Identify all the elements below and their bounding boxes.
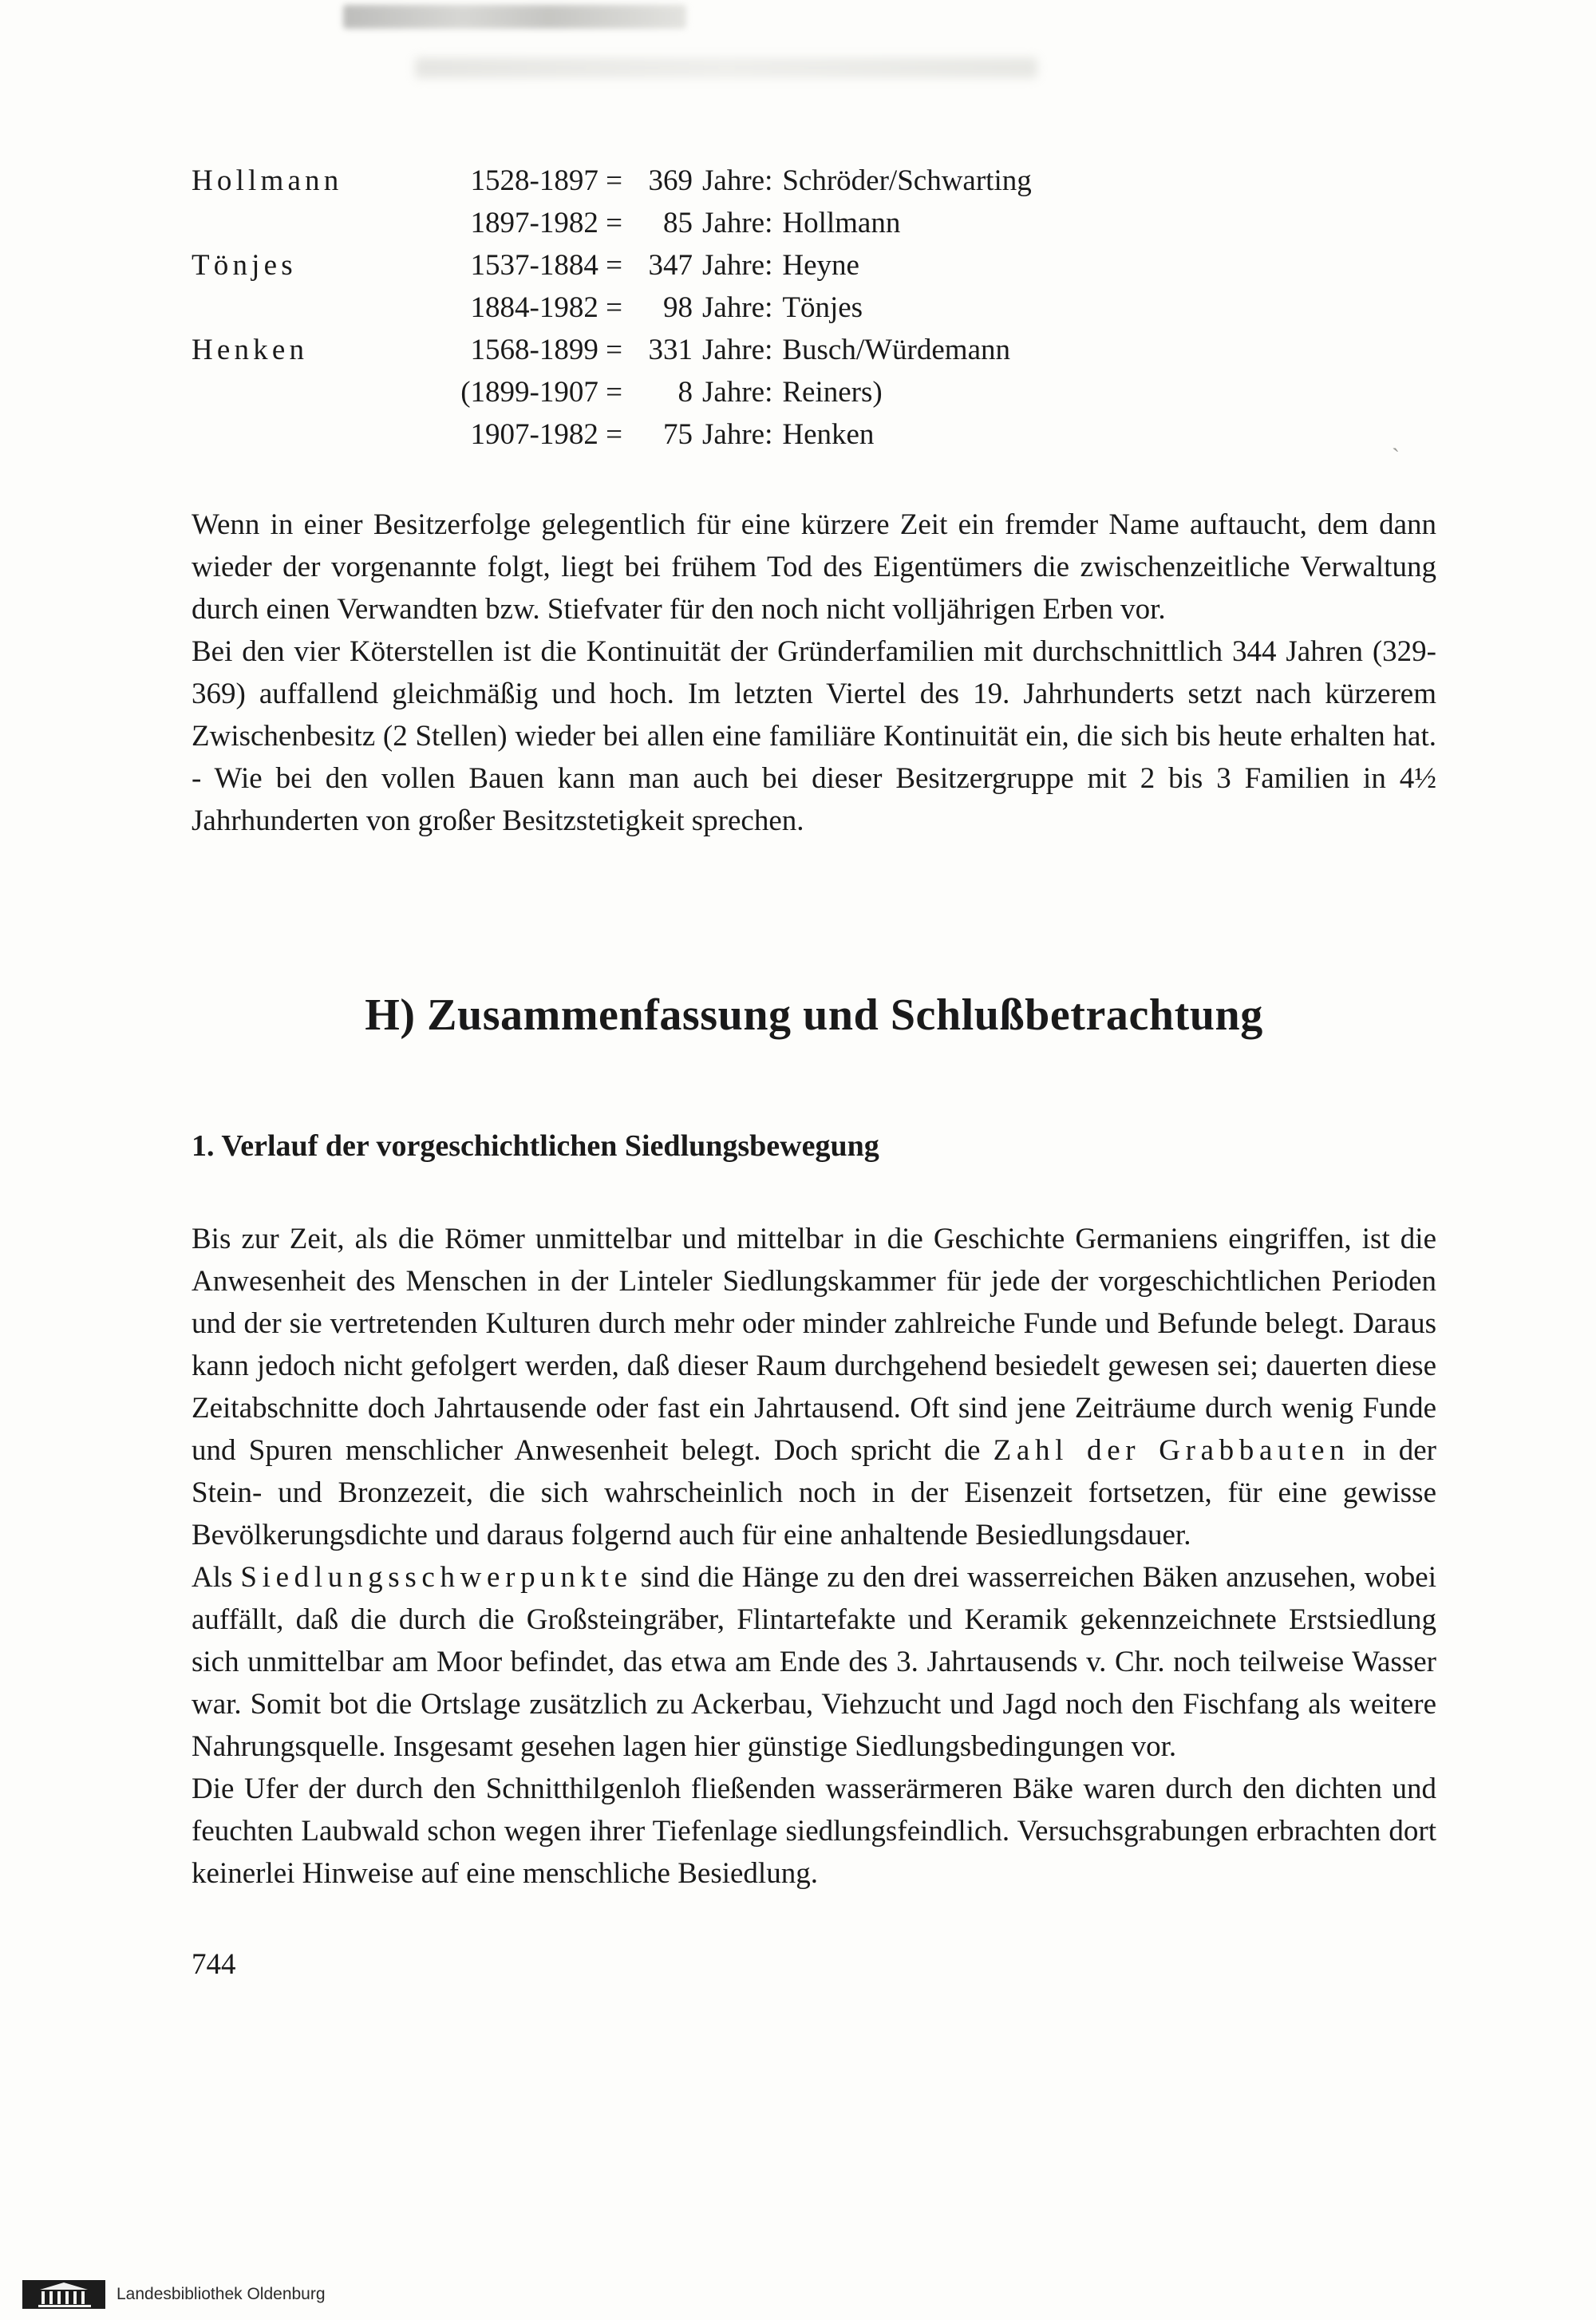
ownership-row bbox=[192, 244, 1436, 287]
ownership-row bbox=[192, 202, 1436, 244]
intro-paragraphs bbox=[192, 504, 1436, 842]
ownership-unit: Jahre: bbox=[702, 376, 773, 409]
ownership-period: 1884-1982 = bbox=[470, 291, 622, 324]
ownership-period: 1907-1982 = bbox=[470, 418, 622, 451]
ownership-row bbox=[192, 160, 1436, 202]
ownership-holder: Tönjes bbox=[782, 291, 863, 324]
subsection-heading: 1. Verlauf der vorgeschichtlichen Siedlungsbewegung bbox=[192, 1129, 879, 1163]
paragraph-text: sind die Hänge zu den drei wasserreichen Bäken anzusehen, wobei auffällt, daß die durch die Großsteingräber, Flintartefakte und Keramik gekennzeichnete Erstsiedlung sich unmittelbar am Moor befindet, das etwa am Ende des 3. Jahrtausends v. Chr. noch teilweise Wasser war. Somit bot die Ortslage zusätzlich zu Ackerbau, Viehzucht und Jagd noch den Fischfang als weitere Nahrungsquelle. Insgesamt gesehen lagen hier günstige Siedlungsbedingungen vor. bbox=[192, 1561, 1436, 1763]
ownership-holder: Heyne bbox=[782, 249, 859, 282]
ownership-family bbox=[192, 287, 425, 329]
paragraph-text: Bis zur Zeit, als die Römer unmittelbar und mittelbar in die Geschichte Germaniens eingriffen, ist die Anwesenheit des Menschen in der Linteler Siedlungskammer für jede der vorgeschichtlichen Perioden und der sie vertretenden Kulturen durch mehr oder minder zahlreiche Funde und Befunde belegt. Daraus kann jedoch nicht gefolgert werden, daß dieser Raum durchgehend besiedelt gewesen sei; dauerten diese Zeitabschnitte doch Jahrtausende oder fast ein Jahrtausend. Oft sind jene Zeiträume durch wenig Funde und Spuren menschlicher Anwesenheit belegt. Doch spricht die bbox=[192, 1223, 1436, 1467]
ownership-family bbox=[192, 371, 425, 413]
ownership-unit: Jahre: bbox=[702, 418, 773, 451]
scan-artifact bbox=[415, 57, 1037, 78]
ownership-holder: Schröder/Schwarting bbox=[782, 164, 1032, 197]
paragraph-text: Wenn in einer Besitzerfolge gelegentlich für eine kürzere Zeit ein fremder Name auftaucht, dem dann wieder der vorgenannte folgt, liegt bei frühem Tod des Eigentümers die zwischenzeitliche Verwaltung durch einen Verwandten bzw. Stiefvater für den noch nicht volljährigen Erben vor. bbox=[192, 508, 1436, 626]
ownership-family: Hollmann bbox=[192, 164, 343, 197]
paragraph-text: Bei den vier Köterstellen ist die Kontinuität der Gründerfamilien mit durchschnittlich 344 Jahren (329-369) auffallend gleichmäßig und hoch. Im letzten Viertel des 19. Jahrhunderts setzt nach kürzerem Zwischenbesitz (2 Stellen) wieder bei allen eine familiäre Kontinuität ein, die sich bis heute erhalten hat. - Wie bei den vollen Bauen kann man auch bei dieser Besitzergruppe mit 2 bis 3 Familien in 4½ Jahrhunderten von großer Besitzstetigkeit sprechen. bbox=[192, 635, 1436, 837]
library-stamp bbox=[22, 2280, 326, 2309]
ownership-unit: Jahre: bbox=[702, 164, 773, 197]
ownership-table bbox=[192, 160, 1436, 456]
ownership-period: (1899-1907 = bbox=[460, 376, 622, 409]
ownership-row bbox=[192, 329, 1436, 371]
ownership-unit: Jahre: bbox=[702, 249, 773, 282]
ownership-count: 347 bbox=[648, 249, 693, 282]
ownership-count: 85 bbox=[663, 207, 693, 239]
paragraph bbox=[192, 1768, 1436, 1895]
ownership-count: 369 bbox=[648, 164, 693, 197]
ownership-count: 8 bbox=[678, 376, 693, 409]
paragraph-text: Die Ufer der durch den Schnitthilgenloh fließenden wasserärmeren Bäke waren durch den dichten und feuchten Laubwald schon wegen ihrer Tiefenlage siedlungsfeindlich. Versuchsgrabungen erbrachten dort keinerlei Hinweise auf eine menschliche Besiedlung. bbox=[192, 1773, 1436, 1890]
ownership-family: Henken bbox=[192, 334, 309, 366]
scan-artifact: ` bbox=[1392, 444, 1400, 470]
ownership-period: 1568-1899 = bbox=[470, 334, 622, 366]
library-name: Landesbibliothek Oldenburg bbox=[117, 2285, 326, 2303]
ownership-family: Tönjes bbox=[192, 249, 297, 282]
emphasized-text: Siedlungsschwerpunkte bbox=[240, 1561, 633, 1594]
section-heading: H) Zusammenfassung und Schlußbetrachtung bbox=[365, 990, 1263, 1040]
ownership-family bbox=[192, 202, 425, 244]
body-paragraphs bbox=[192, 1218, 1436, 1895]
ownership-count: 98 bbox=[663, 291, 693, 324]
page-number: 744 bbox=[192, 1948, 236, 1981]
ownership-count: 75 bbox=[663, 418, 693, 451]
scan-artifact bbox=[343, 5, 686, 29]
ownership-family bbox=[192, 413, 425, 456]
library-logo-icon bbox=[22, 2280, 105, 2309]
paragraph bbox=[192, 1218, 1436, 1556]
ownership-count: 331 bbox=[648, 334, 693, 366]
text-block bbox=[192, 160, 1436, 1982]
paragraph bbox=[192, 1556, 1436, 1768]
ownership-unit: Jahre: bbox=[702, 291, 773, 324]
ownership-unit: Jahre: bbox=[702, 334, 773, 366]
paragraph-text: in der Stein- und Bronzezeit, die sich wahrscheinlich noch in der Eisenzeit fortsetzen, für eine gewisse Bevölkerungsdichte und daraus folgernd auch für eine anhaltende Besiedlungsdauer. bbox=[192, 1434, 1436, 1551]
paragraph bbox=[192, 504, 1436, 630]
ownership-holder: Henken bbox=[782, 418, 875, 451]
ownership-holder: Busch/Würdemann bbox=[782, 334, 1011, 366]
ownership-row bbox=[192, 371, 1436, 413]
ownership-holder: Hollmann bbox=[782, 207, 901, 239]
ownership-row bbox=[192, 287, 1436, 329]
paragraph-text: Als bbox=[192, 1561, 241, 1594]
emphasized-text: Zahl der Grabbauten bbox=[993, 1434, 1350, 1467]
ownership-row bbox=[192, 413, 1436, 456]
ownership-period: 1537-1884 = bbox=[470, 249, 622, 282]
ownership-unit: Jahre: bbox=[702, 207, 773, 239]
ownership-period: 1897-1982 = bbox=[470, 207, 622, 239]
ownership-holder: Reiners) bbox=[782, 376, 883, 409]
ownership-period: 1528-1897 = bbox=[470, 164, 622, 197]
paragraph bbox=[192, 630, 1436, 842]
